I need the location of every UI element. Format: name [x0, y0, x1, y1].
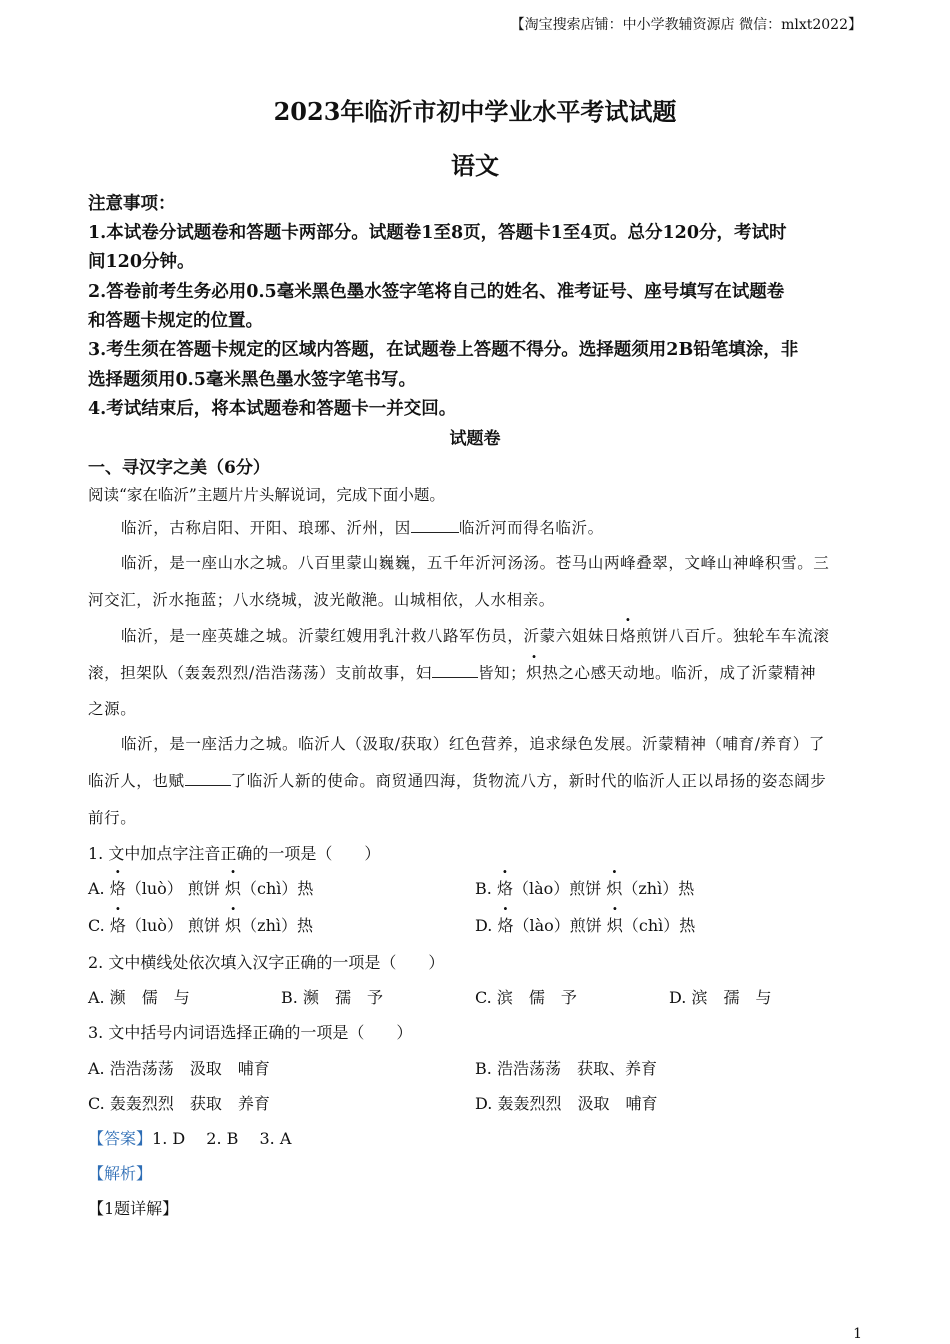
question-1-option-b[interactable]	[475, 876, 694, 899]
option-letter: C.	[88, 1094, 105, 1113]
pinyin: （luò）	[125, 916, 183, 935]
dotted-char: 炽	[606, 916, 623, 935]
option-word: 煎饼	[188, 916, 221, 935]
option-letter: B.	[475, 879, 492, 898]
pinyin: （chì）热	[622, 916, 696, 935]
option-letter: A.	[88, 1059, 105, 1078]
passage-text: 临沂，古称启阳、开阳、琅琊、沂州，因	[121, 519, 411, 537]
passage-paragraph-4-cont	[88, 769, 826, 791]
option-letter: C.	[88, 916, 105, 935]
option-word: 煎饼	[187, 879, 220, 898]
notice-line: 4.考试结束后，将本试题卷和答题卡一并交回。	[88, 399, 457, 419]
notice-line: 间120分钟。	[88, 252, 195, 272]
passage-paragraph-3-cont	[88, 661, 816, 683]
answer-text: 1. D 2. B 3. A	[152, 1129, 292, 1148]
passage-text: 热之心感天动地。临沂，成了沂蒙精神	[542, 664, 817, 682]
question-2-stem: 2. 文中横线处依次填入汉字正确的一项是（ ）	[88, 953, 445, 972]
notice-line: 1.本试卷分试题卷和答题卡两部分。试题卷1至8页，答题卡1至4页。总分120分，考试时	[88, 223, 787, 243]
dotted-char: 烙	[496, 879, 513, 898]
option-word: 煎饼	[569, 916, 602, 935]
fill-blank-1	[411, 531, 459, 533]
question-2-option-d[interactable]	[669, 985, 771, 1008]
dotted-char: 烙	[109, 916, 126, 935]
pinyin: （zhì）热	[241, 916, 314, 935]
pinyin: （luò）	[125, 879, 183, 898]
question-1-option-d[interactable]	[475, 913, 695, 936]
question-1-option-a[interactable]	[88, 876, 313, 899]
pinyin: （lào）	[512, 879, 570, 898]
answer-line	[88, 1126, 291, 1149]
passage-text: 滚，担架队（轰轰烈烈/浩浩荡荡）支前故事，妇	[88, 664, 432, 682]
answer-label: 【答案】	[88, 1129, 153, 1148]
question-1-stem: 1. 文中加点字注音正确的一项是（ ）	[88, 844, 381, 863]
passage-text: 煎饼八百斤。独轮车车流滚	[636, 627, 830, 645]
question-1-option-c[interactable]	[88, 913, 313, 936]
passage-paragraph-3-end: 之源。	[88, 700, 137, 718]
question-3-option-c[interactable]	[88, 1091, 270, 1114]
pinyin: （zhì）热	[622, 879, 695, 898]
passage-text: 了临沂人新的使命。商贸通四海，货物流八方，新时代的临沂人正以昂扬的姿态阔步	[230, 772, 827, 790]
notice-heading: 注意事项：	[88, 194, 176, 214]
subject-title: 语文	[451, 151, 499, 180]
option-text: 滨 儒 予	[496, 988, 577, 1007]
passage-paragraph-2: 临沂，是一座山水之城。八百里蒙山巍巍，五千年沂河汤汤。苍马山两峰叠翠，文峰山神峰积雪。三	[121, 554, 830, 572]
exam-title: 2023年临沂市初中学业水平考试试题	[273, 97, 677, 126]
option-letter: A.	[88, 879, 105, 898]
passage-paragraph-1	[121, 516, 604, 538]
option-text: 濒 孺 予	[302, 988, 383, 1007]
option-letter: D.	[669, 988, 687, 1007]
detail-label: 【1题详解】	[88, 1199, 179, 1218]
notice-line: 2.答卷前考生务必用0.5毫米黑色墨水签字笔将自己的姓名、准考证号、座号填写在试题卷	[88, 282, 785, 302]
question-3-option-d[interactable]	[475, 1091, 657, 1114]
question-3-stem: 3. 文中括号内词语选择正确的一项是（ ）	[88, 1023, 413, 1042]
passage-text: 临沂人，也赋	[88, 772, 185, 790]
dotted-char: 炽	[526, 664, 543, 682]
part-one-heading: 一、寻汉字之美（6分）	[88, 458, 270, 478]
notice-line: 和答题卡规定的位置。	[88, 311, 263, 331]
option-letter: D.	[475, 1094, 493, 1113]
dotted-char: 炽	[225, 879, 242, 898]
option-letter: D.	[475, 916, 493, 935]
question-2-option-c[interactable]	[475, 985, 577, 1008]
notice-line: 选择题须用0.5毫米黑色墨水签字笔书写。	[88, 370, 416, 390]
option-text: 轰轰烈烈 汲取 哺育	[497, 1094, 658, 1113]
option-text: 浩浩荡荡 获取、养育	[496, 1059, 657, 1078]
pinyin: （lào）	[513, 916, 570, 935]
option-word: 煎饼	[569, 879, 602, 898]
question-2-option-b[interactable]	[281, 985, 383, 1008]
passage-text: 临沂河而得名临沂。	[458, 519, 604, 537]
option-text: 滨 孺 与	[691, 988, 772, 1007]
dotted-char: 炽	[606, 879, 623, 898]
passage-paragraph-2-cont: 河交汇，沂水拖蓝；八水绕城，波光敞滟。山城相依，人水相亲。	[88, 591, 555, 609]
passage-paragraph-4: 临沂，是一座活力之城。临沂人（汲取/获取）红色营养，追求绿色发展。沂蒙精神（哺育/养育）了	[121, 735, 825, 753]
dotted-char: 烙	[620, 627, 637, 645]
passage-text: 临沂，是一座英雄之城。沂蒙红嫂用乳汁救八路军伤员，沂蒙六姐妹日	[121, 627, 621, 645]
notice-line: 3.考生须在答题卡规定的区域内答题，在试题卷上答题不得分。选择题须用2B铅笔填涂，非	[88, 340, 799, 360]
analysis-label: 【解析】	[88, 1164, 153, 1183]
dotted-char: 炽	[225, 916, 242, 935]
pinyin: （chì）热	[241, 879, 314, 898]
option-text: 轰轰烈烈 获取 养育	[109, 1094, 270, 1113]
header-note: 【淘宝搜索店铺：中小学教辅资源店 微信：mlxt2022】	[510, 17, 862, 33]
dotted-char: 烙	[497, 916, 514, 935]
option-letter: B.	[281, 988, 298, 1007]
page-number: 1	[853, 1326, 862, 1342]
question-3-option-a[interactable]	[88, 1056, 270, 1079]
fill-blank-2	[432, 676, 478, 678]
option-letter: C.	[475, 988, 492, 1007]
question-2-option-a[interactable]	[88, 985, 190, 1008]
passage-paragraph-4-end: 前行。	[88, 809, 137, 827]
question-3-option-b[interactable]	[475, 1056, 657, 1079]
option-letter: A.	[88, 988, 105, 1007]
option-text: 浩浩荡荡 汲取 哺育	[109, 1059, 270, 1078]
option-text: 濒 儒 与	[109, 988, 190, 1007]
section-label: 试题卷	[449, 429, 501, 449]
passage-text: 皆知；	[477, 664, 527, 682]
passage-paragraph-3	[121, 624, 829, 646]
option-letter: B.	[475, 1059, 492, 1078]
dotted-char: 烙	[109, 879, 126, 898]
fill-blank-3	[185, 784, 231, 786]
part-one-instruction: 阅读“家在临沂”主题片片头解说词，完成下面小题。	[88, 486, 445, 504]
